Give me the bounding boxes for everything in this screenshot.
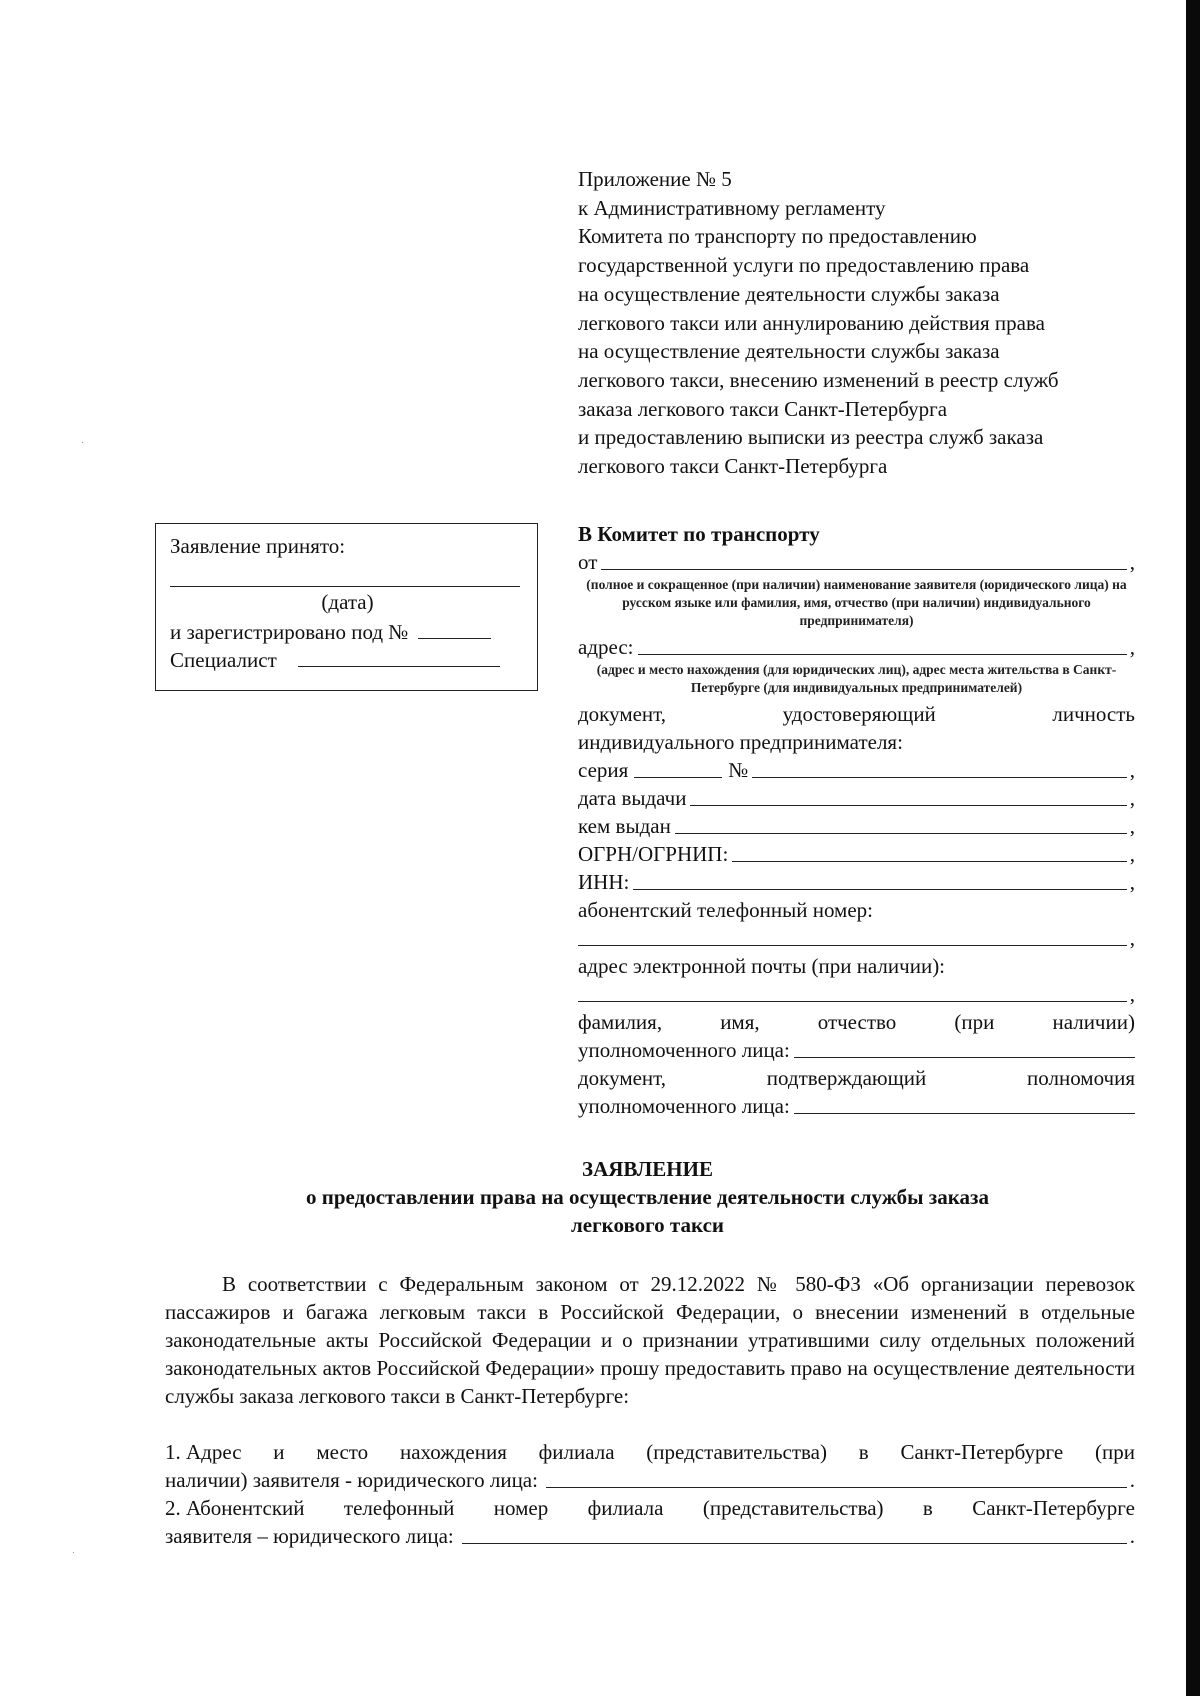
appendix-line: к Административному регламенту <box>578 195 886 220</box>
period: . <box>1129 1524 1135 1548</box>
inn-label: ИНН: <box>578 870 630 894</box>
authorized-person-label: уполномоченного лица: <box>578 1038 790 1062</box>
inn-row <box>578 868 1135 896</box>
phone-label: абонентский телефонный номер: <box>578 898 874 922</box>
issued-by-row <box>578 812 1135 840</box>
word: в <box>922 1496 933 1520</box>
number-blank[interactable] <box>752 776 1126 778</box>
from-label: от <box>578 550 598 574</box>
main-paragraph: В соответствии с Федеральным законом от 29.12.2022 № 580-ФЗ «Об организации перевозок пассажиров и багажа легковым такси в Российской Федерации, о внесении изменений в отдельные законодательные акты Российской Федерации и о признании утратившими силу отдельных положений законодательных актов Российской Федерации» прошу предоставить право на осуществление деятельности службы заказа легкового такси в Санкт-Петербурге: <box>165 1272 1135 1408</box>
number-label: № <box>728 758 749 782</box>
inn-blank[interactable] <box>633 888 1126 890</box>
appendix-line: Комитета по транспорту по предоставлению <box>578 224 977 249</box>
from-row <box>578 548 1135 576</box>
item1-line1 <box>165 1438 1135 1466</box>
phone-row <box>578 924 1135 952</box>
word: Санкт-Петербурге <box>972 1496 1135 1520</box>
word: Санкт-Петербурге <box>900 1440 1064 1464</box>
word: место <box>316 1440 369 1464</box>
word: документ, <box>578 702 667 726</box>
specialist-label: Специалист <box>170 648 277 672</box>
word: отчество <box>817 1010 897 1034</box>
registered-label: и зарегистрировано под № <box>170 620 409 644</box>
appendix-line: легкового такси Санкт-Петербурга <box>578 454 888 479</box>
word: (при <box>1094 1440 1135 1464</box>
ogrn-blank[interactable] <box>732 860 1126 862</box>
word: филиала <box>587 1496 664 1520</box>
comma: , <box>1129 758 1135 782</box>
recipient-title: В Комитет по транспорту <box>578 522 820 546</box>
appendix-header <box>578 165 1138 481</box>
comma: , <box>1129 982 1135 1006</box>
issued-by-label: кем выдан <box>578 814 671 838</box>
item2-line1 <box>165 1494 1135 1522</box>
ogrn-row <box>578 840 1135 868</box>
specialist-row <box>170 648 500 673</box>
branch-phone-blank[interactable] <box>462 1542 1127 1544</box>
fio-line2 <box>578 1036 1135 1064</box>
scan-speck <box>73 1552 74 1553</box>
word: 1. Адрес <box>165 1440 242 1464</box>
statement-body <box>165 1270 1135 1550</box>
statement-subtitle-line2: легкового такси <box>571 1213 724 1237</box>
email-row <box>578 980 1135 1008</box>
specialist-blank[interactable] <box>298 648 500 667</box>
appendix-line: Приложение № 5 <box>578 167 732 191</box>
acceptance-stamp-box <box>155 523 538 691</box>
address-note: (адрес и место нахождения (для юридических лиц), адрес места жительства в Санкт-Петербурге (для индивидуальных предпринимателей) <box>596 662 1117 695</box>
series-number-row <box>578 756 1135 784</box>
email-label: адрес электронной почты (при наличии): <box>578 954 946 978</box>
word: наличии) <box>1052 1010 1135 1034</box>
from-note: (полное и сокращенное (при наличии) наименование заявителя (юридического лица) на русском языке или фамилия, имя, отчество (при наличии) индивидуального предпринимателя) <box>586 577 1127 628</box>
comma: , <box>1129 814 1135 838</box>
address-row <box>578 633 1135 661</box>
from-blank[interactable] <box>601 568 1126 570</box>
comma: , <box>1129 870 1135 894</box>
word: номер <box>493 1496 549 1520</box>
word: личность <box>1052 702 1135 726</box>
word: имя, <box>720 1010 760 1034</box>
item1-line2 <box>165 1466 1135 1494</box>
appendix-line: на осуществление деятельности службы заказа <box>578 339 1000 364</box>
word: удостоверяющий <box>782 702 936 726</box>
appendix-line: легкового такси или аннулированию действия права <box>578 310 1045 335</box>
word: (представительства) <box>646 1440 827 1464</box>
fio-row <box>578 1008 1135 1036</box>
word: 2. Абонентский <box>165 1496 305 1520</box>
comma: , <box>1129 550 1135 574</box>
word: филиала <box>538 1440 615 1464</box>
series-label: серия <box>578 758 629 782</box>
word: (при <box>954 1010 995 1034</box>
period: . <box>1129 1468 1135 1492</box>
stamp-title: Заявление принято: <box>170 534 346 558</box>
date-caption: (дата) <box>321 590 374 614</box>
item1-label: наличии) заявителя - юридического лица: <box>165 1468 538 1492</box>
authority-doc-row <box>578 1064 1135 1092</box>
phone-blank[interactable] <box>578 944 1127 946</box>
authority-label: уполномоченного лица: <box>578 1094 790 1118</box>
registration-number-blank[interactable] <box>418 620 491 639</box>
comma: , <box>1129 635 1135 659</box>
item2-label: заявителя – юридического лица: <box>165 1524 454 1548</box>
date-blank[interactable] <box>170 586 520 587</box>
branch-address-blank[interactable] <box>546 1486 1127 1488</box>
statement-heading <box>155 1155 1140 1239</box>
issue-date-label: дата выдачи <box>578 786 687 810</box>
statement-subtitle-line1: о предоставлении права на осуществление деятельности службы заказа <box>306 1185 989 1209</box>
word: нахождения <box>399 1440 507 1464</box>
word: подтверждающий <box>766 1066 927 1090</box>
appendix-line: государственной услуги по предоставлению права <box>578 253 1030 278</box>
word: в <box>858 1440 869 1464</box>
address-label: адрес: <box>578 635 634 659</box>
authority-doc-line2 <box>578 1092 1135 1120</box>
issue-date-row <box>578 784 1135 812</box>
authorized-person-blank[interactable] <box>794 1056 1135 1058</box>
issued-by-blank[interactable] <box>675 832 1127 834</box>
appendix-line: легкового такси, внесению изменений в реестр служб <box>578 367 1059 392</box>
comma: , <box>1129 842 1135 866</box>
registration-row <box>170 620 491 645</box>
issue-date-blank[interactable] <box>690 804 1126 806</box>
identity-doc-line2: индивидуального предпринимателя: <box>578 730 903 754</box>
identity-doc-row <box>578 700 1135 728</box>
ogrn-label: ОГРН/ОГРНИП: <box>578 842 729 866</box>
comma: , <box>1129 786 1135 810</box>
appendix-line: заказа легкового такси Санкт-Петербурга <box>578 396 948 421</box>
appendix-line: и предоставлению выписки из реестра служб заказа <box>578 425 1044 450</box>
word: фамилия, <box>578 1010 663 1034</box>
scan-speck <box>82 442 83 443</box>
authority-blank[interactable] <box>794 1112 1135 1114</box>
address-blank[interactable] <box>638 653 1127 655</box>
word: телефонный <box>343 1496 455 1520</box>
appendix-line: на осуществление деятельности службы заказа <box>578 281 1000 306</box>
word: (представительства) <box>702 1496 884 1520</box>
comma: , <box>1129 926 1135 950</box>
word: и <box>273 1440 285 1464</box>
word: полномочия <box>1027 1066 1135 1090</box>
email-blank[interactable] <box>578 1000 1127 1002</box>
scan-edge <box>1186 0 1200 1696</box>
item2-line2 <box>165 1522 1135 1550</box>
statement-title: ЗАЯВЛЕНИЕ <box>582 1157 713 1181</box>
applicant-details <box>578 520 1135 1120</box>
word: документ, <box>578 1066 667 1090</box>
series-blank[interactable] <box>634 776 722 778</box>
